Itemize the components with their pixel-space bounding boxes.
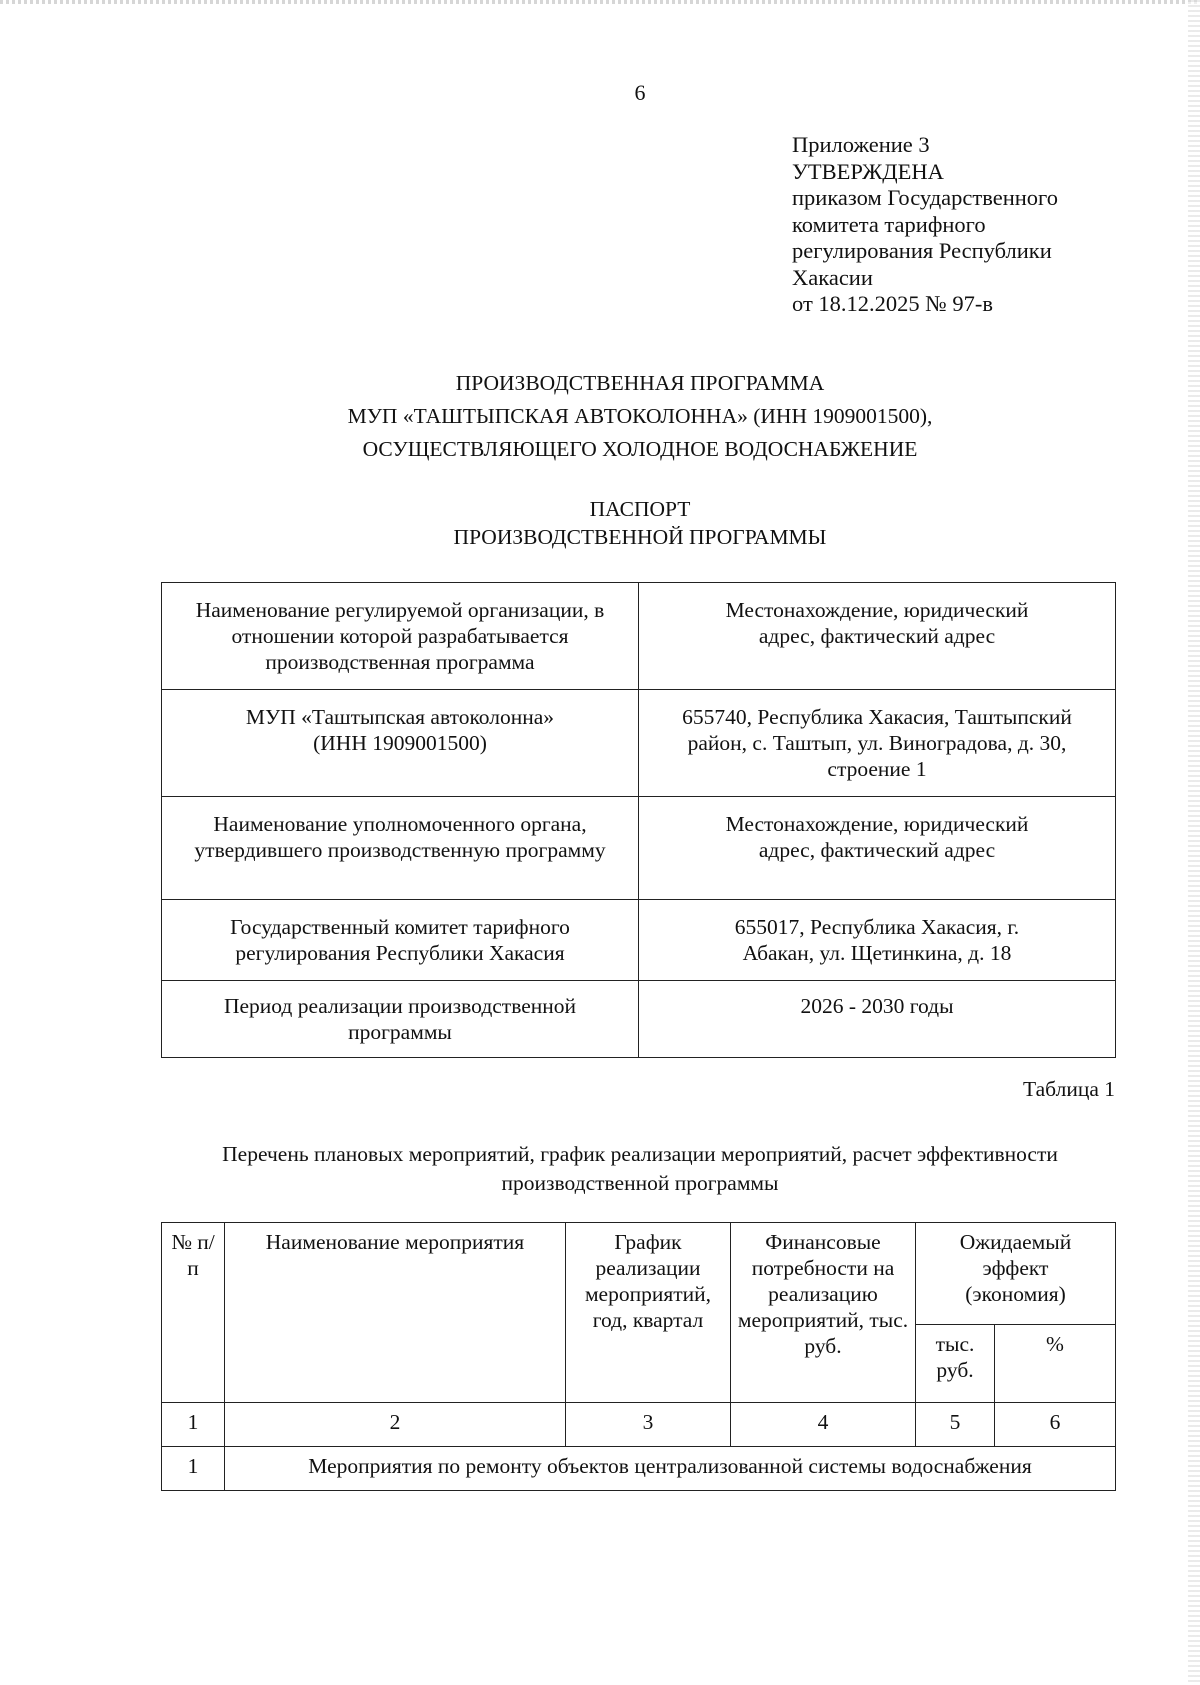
header-schedule: График реализации мероприятий, год, квартал <box>566 1223 731 1403</box>
table-cell: 655740, Республика Хакасия, Таштыпский район, с. Таштып, ул. Виноградова, д. 30, строение 1 <box>639 690 1116 797</box>
title-line: ОСУЩЕСТВЛЯЮЩЕГО ХОЛОДНОЕ ВОДОСНАБЖЕНИЕ <box>362 437 918 461</box>
document-title <box>0 367 1200 466</box>
table-cell: Период реализации производственной программы <box>162 981 639 1058</box>
table-row <box>162 583 1116 690</box>
scan-artifact-edge <box>1188 0 1200 1685</box>
approval-line: от 18.12.2025 № 97-в <box>792 291 993 316</box>
approval-line: Хакасии <box>792 264 873 290</box>
approval-line: регулирования Республики <box>792 238 1052 263</box>
table-cell: МУП «Таштыпская автоколонна» (ИНН 1909001500) <box>162 690 639 797</box>
measures-table <box>161 1222 1116 1491</box>
table-label: Таблица 1 <box>1023 1077 1115 1101</box>
section-row <box>162 1447 1116 1491</box>
col-number: 6 <box>995 1403 1116 1447</box>
approval-block <box>792 132 1058 318</box>
table-row <box>162 690 1116 797</box>
table-row <box>162 797 1116 900</box>
approval-line: Приложение 3 <box>792 132 930 157</box>
col-number: 1 <box>162 1403 225 1447</box>
header-name: Наименование мероприятия <box>225 1223 566 1403</box>
title-line: МУП «ТАШТЫПСКАЯ АВТОКОЛОННА» (ИНН 1909001500), <box>347 404 933 428</box>
passport-line: ПАСПОРТ <box>589 497 691 521</box>
table-row <box>162 981 1116 1058</box>
col-number: 3 <box>566 1403 731 1447</box>
table-cell: Местонахождение, юридический адрес, фактический адрес <box>639 583 1116 690</box>
table-cell: Местонахождение, юридический адрес, фактический адрес <box>639 797 1116 900</box>
col-number: 5 <box>916 1403 995 1447</box>
section-label: Мероприятия по ремонту объектов централизованной системы водоснабжения <box>225 1447 1116 1491</box>
col-number: 2 <box>225 1403 566 1447</box>
scan-artifact-top <box>0 0 1200 4</box>
table-cell: 2026 - 2030 годы <box>639 981 1116 1058</box>
header-num: № п/п <box>162 1223 225 1403</box>
table-title: Перечень плановых мероприятий, график реализации мероприятий, расчет эффективности производственной программы <box>222 1142 1058 1195</box>
approval-line: комитета тарифного <box>792 211 986 237</box>
passport-heading <box>0 495 1200 551</box>
header-effect-rub: тыс. руб. <box>916 1325 995 1403</box>
header-effect-pct: % <box>995 1325 1116 1403</box>
section-num: 1 <box>162 1447 225 1491</box>
approval-line: приказом Государственного <box>792 185 1058 210</box>
title-line: ПРОИЗВОДСТВЕННАЯ ПРОГРАММА <box>455 371 825 395</box>
passport-table <box>161 582 1116 1058</box>
header-effect: Ожидаемый эффект (экономия) <box>916 1223 1116 1325</box>
column-number-row <box>162 1403 1116 1447</box>
passport-line: ПРОИЗВОДСТВЕННОЙ ПРОГРАММЫ <box>453 525 827 549</box>
col-number: 4 <box>731 1403 916 1447</box>
table-cell: Наименование уполномоченного органа, утвердившего производственную программу <box>162 797 639 900</box>
approval-line: УТВЕРЖДЕНА <box>792 158 944 184</box>
table-cell: 655017, Республика Хакасия, г. Абакан, ул. Щетинкина, д. 18 <box>639 900 1116 981</box>
table-header-row <box>162 1223 1116 1325</box>
page-number: 6 <box>634 80 646 105</box>
table-cell: Наименование регулируемой организации, в отношении которой разрабатывается производственная программа <box>162 583 639 690</box>
header-finance: Финансовые потребности на реализацию мероприятий, тыс. руб. <box>731 1223 916 1403</box>
table-cell: Государственный комитет тарифного регулирования Республики Хакасия <box>162 900 639 981</box>
table-row <box>162 900 1116 981</box>
